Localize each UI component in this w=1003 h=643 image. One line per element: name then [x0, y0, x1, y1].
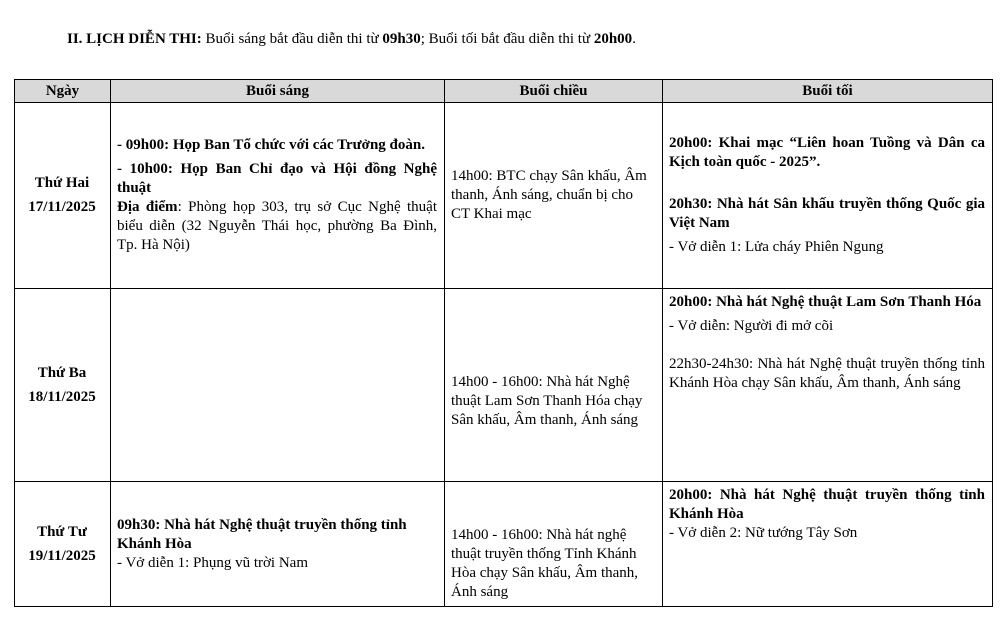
afternoon-text: 14h00: BTC chạy Sân khấu, Âm thanh, Ánh sáng, chuẩn bị cho CT Khai mạc: [451, 168, 647, 222]
day-cell: [15, 103, 111, 289]
morning-cell: [111, 482, 445, 607]
morning-line: 09h30: Nhà hát Nghệ thuật truyền thống tỉnh Khánh Hòa: [117, 516, 407, 552]
table-row: [15, 482, 993, 607]
evening-line: 20h00: Nhà hát Nghệ thuật truyền thống tỉnh Khánh Hòa: [669, 487, 985, 522]
day-cell: [15, 289, 111, 482]
morning-item: - 09h00: Họp Ban Tổ chức với các Trưởng đoàn.: [117, 137, 425, 153]
evening-line: - Vở diễn: Người đi mở cõi: [669, 318, 834, 334]
col-header-morning: Buổi sáng: [111, 80, 445, 103]
col-header-afternoon: Buổi chiều: [445, 80, 663, 103]
day-name: Thứ Tư: [37, 523, 87, 540]
afternoon-text: 14h00 - 16h00: Nhà hát nghệ thuật truyền thống Tỉnh Khánh Hòa chạy Sân khấu, Âm thanh, Ánh sáng: [451, 527, 639, 600]
heading-morning-time: 09h30: [382, 31, 421, 47]
morning-cell: [111, 289, 445, 482]
col-header-day: Ngày: [15, 80, 111, 103]
morning-item: - 10h00: Họp Ban Chỉ đạo và Hội đồng Nghệ thuật: [117, 161, 437, 196]
day-name: Thứ Ba: [37, 364, 87, 381]
evening-line: - Vở diễn 1: Lửa cháy Phiên Ngung: [669, 239, 884, 255]
evening-line: 22h30-24h30: Nhà hát Nghệ thuật truyền thống tỉnh Khánh Hòa chạy Sân khấu, Âm thanh, Ánh sáng: [669, 356, 985, 391]
header-row: [15, 80, 993, 103]
heading-evening-time: 20h00: [593, 31, 633, 47]
col-header-evening: Buổi tối: [663, 80, 993, 103]
afternoon-cell: [445, 482, 663, 607]
venue-label: Địa điểm: [117, 199, 178, 215]
morning-line: - Vở diễn 1: Phụng vũ trời Nam: [117, 554, 308, 571]
evening-line: 20h30: Nhà hát Sân khấu truyền thống Quốc gia Việt Nam: [669, 196, 985, 231]
afternoon-cell: [445, 289, 663, 482]
day-date: 18/11/2025: [28, 388, 96, 405]
afternoon-text: 14h00 - 16h00: Nhà hát Nghệ thuật Lam Sơn Thanh Hóa chạy Sân khấu, Âm thanh, Ánh sáng: [451, 374, 643, 428]
evening-cell: [663, 289, 993, 482]
evening-line: 20h00: Khai mạc “Liên hoan Tuồng và Dân ca Kịch toàn quốc - 2025”.: [669, 135, 985, 170]
day-date: 17/11/2025: [28, 199, 96, 215]
venue-text: : Phòng họp 303, trụ sở Cục Nghệ thuật biểu diễn (32 Nguyễn Thái học, phường Ba Đình, Tp. Hà Nội): [117, 199, 437, 253]
table-row: [15, 289, 993, 482]
evening-cell: [663, 103, 993, 289]
day-name: Thứ Hai: [34, 175, 90, 191]
schedule-table: [14, 79, 993, 607]
day-cell: [15, 482, 111, 607]
heading-label: II. LỊCH DIỄN THI:: [67, 31, 202, 47]
heading-text-b: ; Buổi tối bắt đầu diễn thi từ: [420, 31, 594, 47]
evening-cell: [663, 482, 993, 607]
afternoon-cell: [445, 103, 663, 289]
day-date: 19/11/2025: [28, 547, 96, 564]
evening-line: 20h00: Nhà hát Nghệ thuật Lam Sơn Thanh Hóa: [669, 294, 982, 310]
evening-line: - Vở diễn 2: Nữ tướng Tây Sơn: [669, 525, 858, 541]
section-heading: [67, 29, 636, 49]
morning-cell: [111, 103, 445, 289]
heading-text-c: .: [632, 31, 636, 47]
table-row: [15, 103, 993, 289]
heading-text-a: Buổi sáng bắt đầu diễn thi từ: [201, 31, 383, 47]
venue: [117, 198, 437, 255]
